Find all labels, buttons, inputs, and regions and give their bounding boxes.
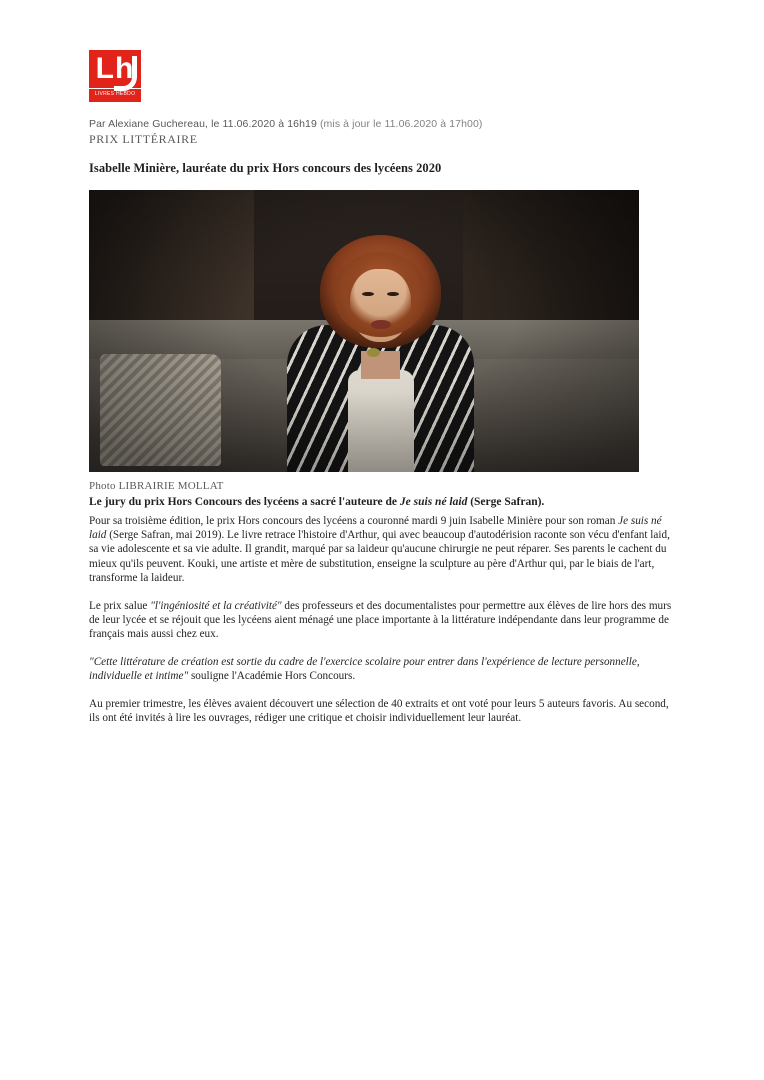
paragraph-text: des professeurs et des documentalistes pour permettre aux élèves de lire hors des murs de leur lycée et se réjouit que les lycéens aient ménagé une place importante à la littérature indépendante dans leur programme de français mais aussi chez eux. xyxy=(89,599,672,641)
byline-date: , le 11.06.2020 à 16h19 xyxy=(205,118,317,130)
logo-subtitle: LIVRES HEBDO xyxy=(94,91,136,97)
article-body xyxy=(89,514,675,726)
standfirst-part2: (Serge Safran). xyxy=(467,496,545,508)
photo-credit: Photo LIBRAIRIE MOLLAT xyxy=(89,480,224,492)
logo-letters: Lh xyxy=(95,52,135,85)
paragraph-emphasis: "Cette littérature de création est sortie du cadre de l'exercice scolaire pour entrer dans l'expérience de lecture personnelle, individuelle et intime" xyxy=(89,655,640,683)
article-paragraph xyxy=(89,599,675,642)
paragraph-emphasis: "l'ingéniosité et la créativité" xyxy=(150,599,282,612)
byline-update: (mis à jour le 11.06.2020 à 17h00) xyxy=(316,118,483,130)
article-photo xyxy=(89,190,639,472)
paragraph-text: Au premier trimestre, les élèves avaient découvert une sélection de 40 extraits et ont voté pour leurs 5 auteurs favoris. Au second, ils ont été invités à lire les ouvrages, rédiger une critique et choisir individuellement leur lauréat. xyxy=(89,697,669,724)
article-paragraph xyxy=(89,514,675,586)
byline-prefix: Par xyxy=(89,118,106,130)
paragraph-text: Pour sa troisième édition, le prix Hors concours des lycéens a couronné mardi 9 juin Isabelle Minière pour son roman xyxy=(89,514,619,527)
standfirst-part1: Le jury du prix Hors Concours des lycéens a sacré l'auteure de xyxy=(89,496,400,508)
standfirst-book-title: Je suis né laid xyxy=(399,496,468,508)
site-logo[interactable] xyxy=(89,50,141,102)
page-title: Isabelle Minière, lauréate du prix Hors concours des lycéens 2020 xyxy=(89,161,442,175)
article-standfirst xyxy=(89,495,675,510)
byline-author[interactable]: Alexiane Guchereau xyxy=(108,118,206,130)
logo-box xyxy=(89,50,141,102)
byline xyxy=(89,118,675,130)
paragraph-emphasis: Je suis né laid xyxy=(89,514,662,541)
paragraph-text: (Serge Safran, mai 2019). Le livre retrace l'histoire d'Arthur, qui avec beaucoup d'autodérision raconte son vécu d'enfant laid, sa vie adolescente et sa vie adulte. Il grandit, marqué par sa laideur qu'aucune chirurgie ne peut réparer. Ses parents le cachent du mieux qu'ils peuvent. Kouki, une artiste et mère de substitution, enseigne la sculpture au père d'Arthur qui, par le biais de l'art, transforme la laideur. xyxy=(89,528,670,585)
article-paragraph xyxy=(89,655,675,684)
logo-divider xyxy=(89,88,141,90)
photo-vignette xyxy=(89,190,639,472)
article-paragraph xyxy=(89,697,675,726)
paragraph-text: Le prix salue xyxy=(89,599,151,612)
rubric-label[interactable]: PRIX LITTÉRAIRE xyxy=(89,132,198,146)
article-content xyxy=(89,50,675,738)
logo-swoosh-shape xyxy=(114,56,137,91)
paragraph-text: souligne l'Académie Hors Concours. xyxy=(188,670,356,683)
